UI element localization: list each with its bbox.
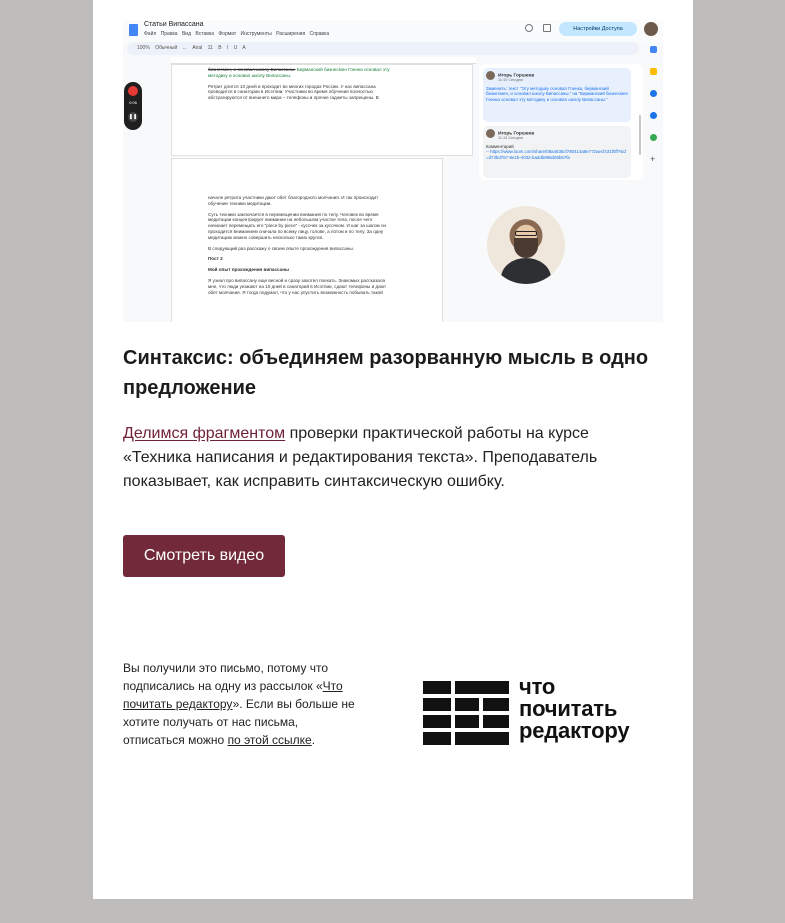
recorder-time: 0:06: [129, 100, 137, 105]
doc-page-2: [171, 158, 443, 322]
newsletter-link[interactable]: Что почитать редактору: [123, 679, 343, 711]
footer-text: Вы получили это письмо, потому что подписались на одну из рассылок «Что почитать редактору». Если вы больше не хотите получать от нас письма, отписаться можно по этой ссылке.: [123, 661, 355, 747]
docs-icon: [129, 24, 138, 36]
docs-topbar: [123, 20, 663, 42]
comment-1: Игорь Горшеев 11:10 Сегодня Заменить: текст "Эту методику основал Гоенка, бирманский бизнесмен, и основал школу Випассаны." на "Бирманский бизнесмен Гоенка основал эту методику и основал школу Випассаны.": [483, 68, 631, 122]
share-button: Настройки Доступа: [559, 22, 637, 36]
brand-logo: [423, 674, 659, 746]
logo-bars-icon: [423, 681, 509, 743]
keep-icon: [650, 68, 657, 75]
unsubscribe-link[interactable]: по этой ссылке: [227, 733, 312, 747]
add-icon: +: [650, 154, 656, 164]
record-icon: [128, 86, 138, 96]
comment-icon: [543, 24, 551, 32]
webcam-bubble: [487, 206, 565, 284]
page2-text: начале ретрита участники дают обет благородного молчания. И так происходит обучение техники медитации. Суть техники заключается в перемещении внимания по телу. Человек во время медитации концентрирует внимание на небольшом участке тела, после чего начинает перемещать его "piece by piece" - кусочек за кусочком. И шаг за шагом он проходится вниманием сначала по всему лицу, голове, а потом и по телу. За одну медитацию можно совершить несколько таких кругов. В следующий раз расскажу о своем опыте прохождения випассаны. Пост 2 Мой опыт прохождения випассаны Я узнал про випассану еще весной и сразу захотел поехать. Знакомых рассказала мне, что люди уезжают на 10 дней в санаторий в Исэтпии, сдают телефоны и дают обет молчания. Я тогда подумал, что у нас упустить возможность побывать такой: [208, 195, 387, 295]
email-card: [93, 0, 693, 899]
contacts-icon: [650, 112, 657, 119]
maps-icon: [650, 134, 657, 141]
comment-2: Игорь Горшеев 11:19 Сегодня Комментарий -- https://www.loom.com/share/08a4635cf780414a8e772aecf431f0ff?sid=d73bd767-8e1b-4032-baddb895d06b57fa: [483, 126, 631, 178]
docs-menu: Файл Правка Вид Вставка Формат Инструменты Расширения Справка: [144, 31, 330, 37]
webcam-glasses: [515, 231, 537, 236]
comment-avatar: [486, 129, 495, 138]
history-icon: [525, 24, 533, 32]
webcam-beard: [514, 238, 538, 258]
article-title: Синтаксис: объединяем разорванную мысль в одно предложение: [123, 347, 649, 399]
doc-page-1: [171, 64, 473, 156]
comment-avatar: [486, 71, 495, 80]
logo-wordmark: что почитать редактору: [519, 674, 630, 743]
lead-link[interactable]: Делимся фрагментом: [123, 425, 286, 442]
toolbar-text: 100% Обычный ... Arial 11 B I U A: [137, 45, 246, 51]
pause-icon: ❚❚: [128, 114, 138, 120]
doc-title: Статьи Випассана: [144, 21, 204, 28]
calendar-icon: [650, 46, 657, 53]
article-lead: [123, 422, 643, 494]
lead-text: проверки практической работы на курсе «Техника написания и редактирования текста». Преподаватель показывает, как исправить синтаксическую ошибку.: [123, 425, 598, 490]
tasks-icon: [650, 90, 657, 97]
ruler: [171, 57, 476, 64]
comments-panel: [479, 64, 643, 180]
user-avatar: [644, 22, 658, 36]
docs-side-panel: [645, 44, 663, 322]
screen-recorder-controls: [124, 82, 142, 130]
video-preview-screenshot[interactable]: [123, 20, 663, 322]
docs-toolbar: [127, 42, 639, 55]
comments-scrollbar: [639, 115, 641, 155]
webcam-body: [501, 258, 551, 284]
page1-text: бизнесмен, и основал школу Випассаны. Бирманский бизнесмен Гоенка основал эту методику и основал школу Випассаны. Ретрит длится 10 дней и проходит во многих городах России. У нас випассана проводится в санатории в Исэтпии. Участники во время обучения полностью абстрагируются от внешнего мира – телефоны и прочие гаджеты запрещены. В: [208, 67, 390, 101]
watch-video-button[interactable]: Смотреть видео: [123, 535, 285, 577]
